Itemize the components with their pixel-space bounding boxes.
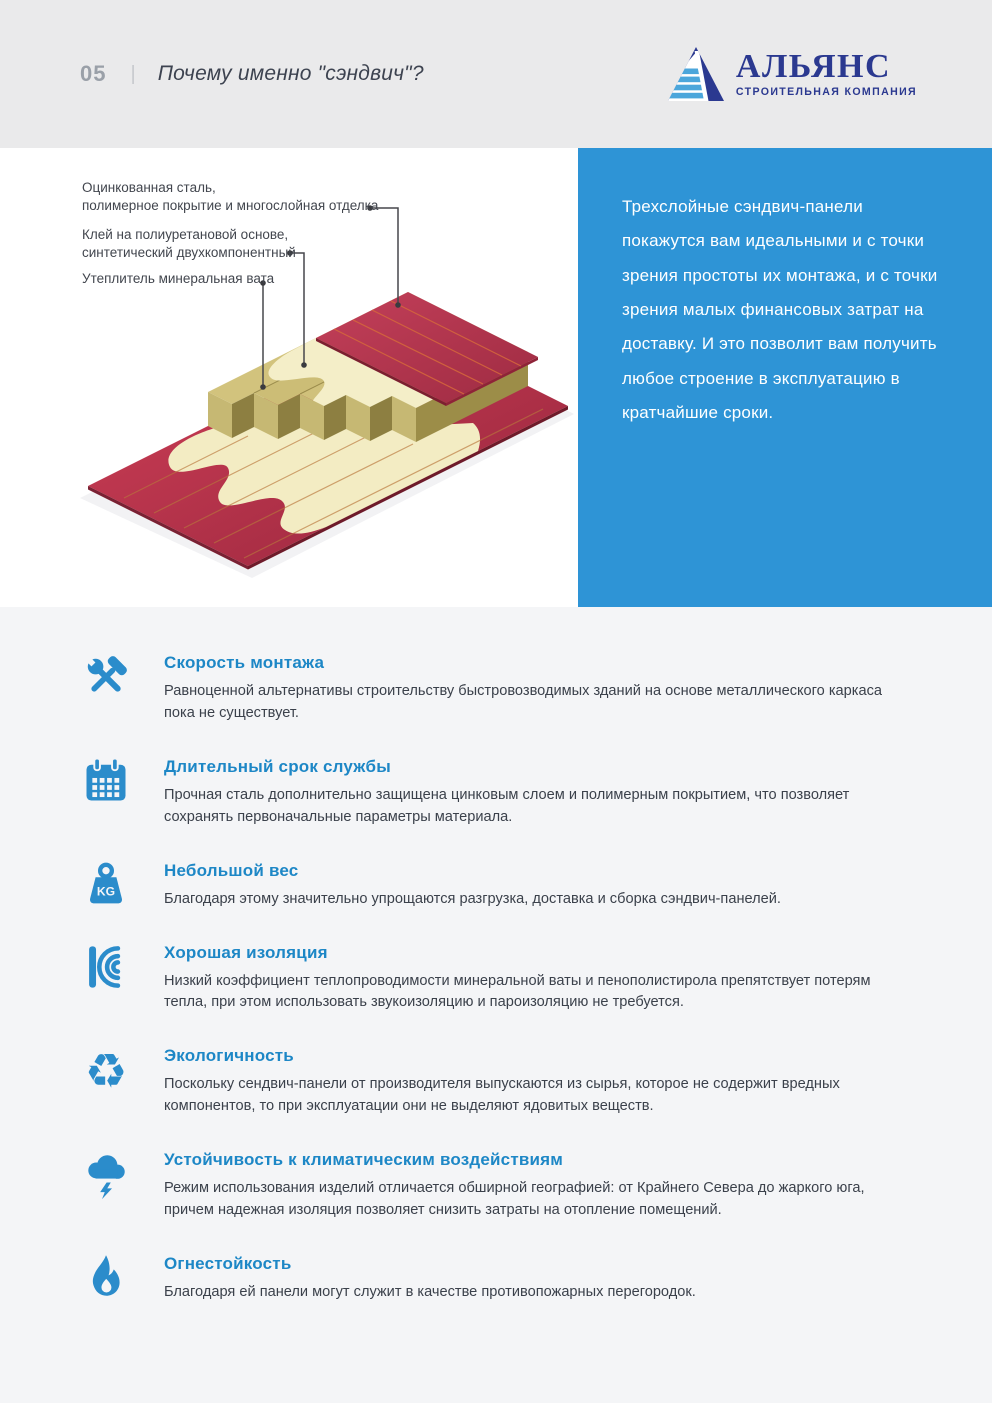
insulation-icon xyxy=(80,941,132,993)
feature-title: Длительный срок службы xyxy=(164,756,391,776)
feature-item xyxy=(80,1148,914,1222)
recycle-icon xyxy=(80,1044,132,1096)
feature-item xyxy=(80,651,914,725)
features-list xyxy=(0,607,992,1403)
feature-item xyxy=(80,941,914,1015)
feature-text: Поскольку сендвич-панели от производителя выпускаются из сырья, которое не содержит вредных компонентов, то при эксплуатации они не выделяют ядовитых веществ. xyxy=(164,1076,840,1115)
feature-text: Прочная сталь дополнительно защищена цинковым слоем и полимерным покрытием, что позволяет сохранять первоначальные параметры материала. xyxy=(164,786,850,825)
svg-text:KG: KG xyxy=(96,884,116,899)
feature-title: Огнестойкость xyxy=(164,1253,292,1273)
page-header xyxy=(0,0,992,148)
company-logo xyxy=(666,45,917,103)
pyramid-logo-icon xyxy=(666,45,726,103)
label-glue xyxy=(82,226,296,262)
feature-title: Хорошая изоляция xyxy=(164,942,328,962)
weight-icon xyxy=(80,859,132,911)
calendar-icon xyxy=(80,755,132,807)
feature-title: Устойчивость к климатическим воздействиям xyxy=(164,1150,564,1170)
feature-text: Благодаря ей панели могут служит в качестве противопожарных перегородок. xyxy=(164,1283,696,1300)
label-steel-coating xyxy=(82,179,378,215)
page-number: 05 xyxy=(80,61,107,86)
fire-icon xyxy=(80,1252,132,1304)
label-line: Клей на полиуретановой основе, xyxy=(82,227,289,242)
logo-subtitle: СТРОИТЕЛЬНАЯ КОМПАНИЯ xyxy=(735,86,917,99)
logo-name: АЛЬЯНС xyxy=(735,48,892,86)
label-mineral-wool xyxy=(82,270,274,288)
feature-text: Режим использования изделий отличается обширной географией: от Крайнего Севера до жаркого юга, причем надежная изоляция позволяет снизить затраты на отопление помещений. xyxy=(164,1180,865,1219)
intro-text: Трехслойные сэндвич-панели покажутся вам идеальными и с точки зрения простоты их монтажа, и с точки зрения малых финансовых затрат на доставку. И это позволит вам получить любое строение в эксплуатацию в кратчайшие сроки. xyxy=(622,197,938,422)
feature-item xyxy=(80,1044,914,1118)
feature-item xyxy=(80,1252,914,1304)
feature-item xyxy=(80,859,914,911)
feature-title: Экологичность xyxy=(164,1046,294,1066)
feature-text: Равноценной альтернативы строительству быстровозводимых зданий на основе металлического каркаса пока не существует. xyxy=(164,683,883,721)
panel-3d-drawing xyxy=(0,148,578,607)
svg-text:♻: ♻ xyxy=(84,1044,128,1097)
header-divider: | xyxy=(130,62,136,85)
label-line: синтетический двухкомпонентный xyxy=(82,245,296,261)
label-line: полимерное покрытие и многослойная отделка xyxy=(82,198,379,214)
tools-icon xyxy=(80,651,132,703)
storm-icon xyxy=(80,1148,132,1200)
feature-title: Небольшой вес xyxy=(164,860,299,880)
label-line: Утеплитель минеральная вата xyxy=(82,271,275,286)
page-title: Почему именно "сэндвич"? xyxy=(157,62,424,85)
feature-item xyxy=(80,755,914,829)
feature-title: Скорость монтажа xyxy=(164,653,325,672)
sandwich-panel-diagram xyxy=(0,148,578,607)
panel-section xyxy=(0,148,992,607)
label-line: Оцинкованная сталь, xyxy=(82,180,216,195)
feature-text: Низкий коэффициент теплопроводимости минеральной ваты и пенополистирола препятствует потерям тепла, при этом использовать звукоизоляцию и пароизоляцию не требуется. xyxy=(164,972,871,1011)
intro-highlight-box xyxy=(578,148,992,607)
feature-text: Благодаря этому значительно упрощаются разгрузка, доставка и сборка сэндвич-панелей. xyxy=(164,890,781,907)
